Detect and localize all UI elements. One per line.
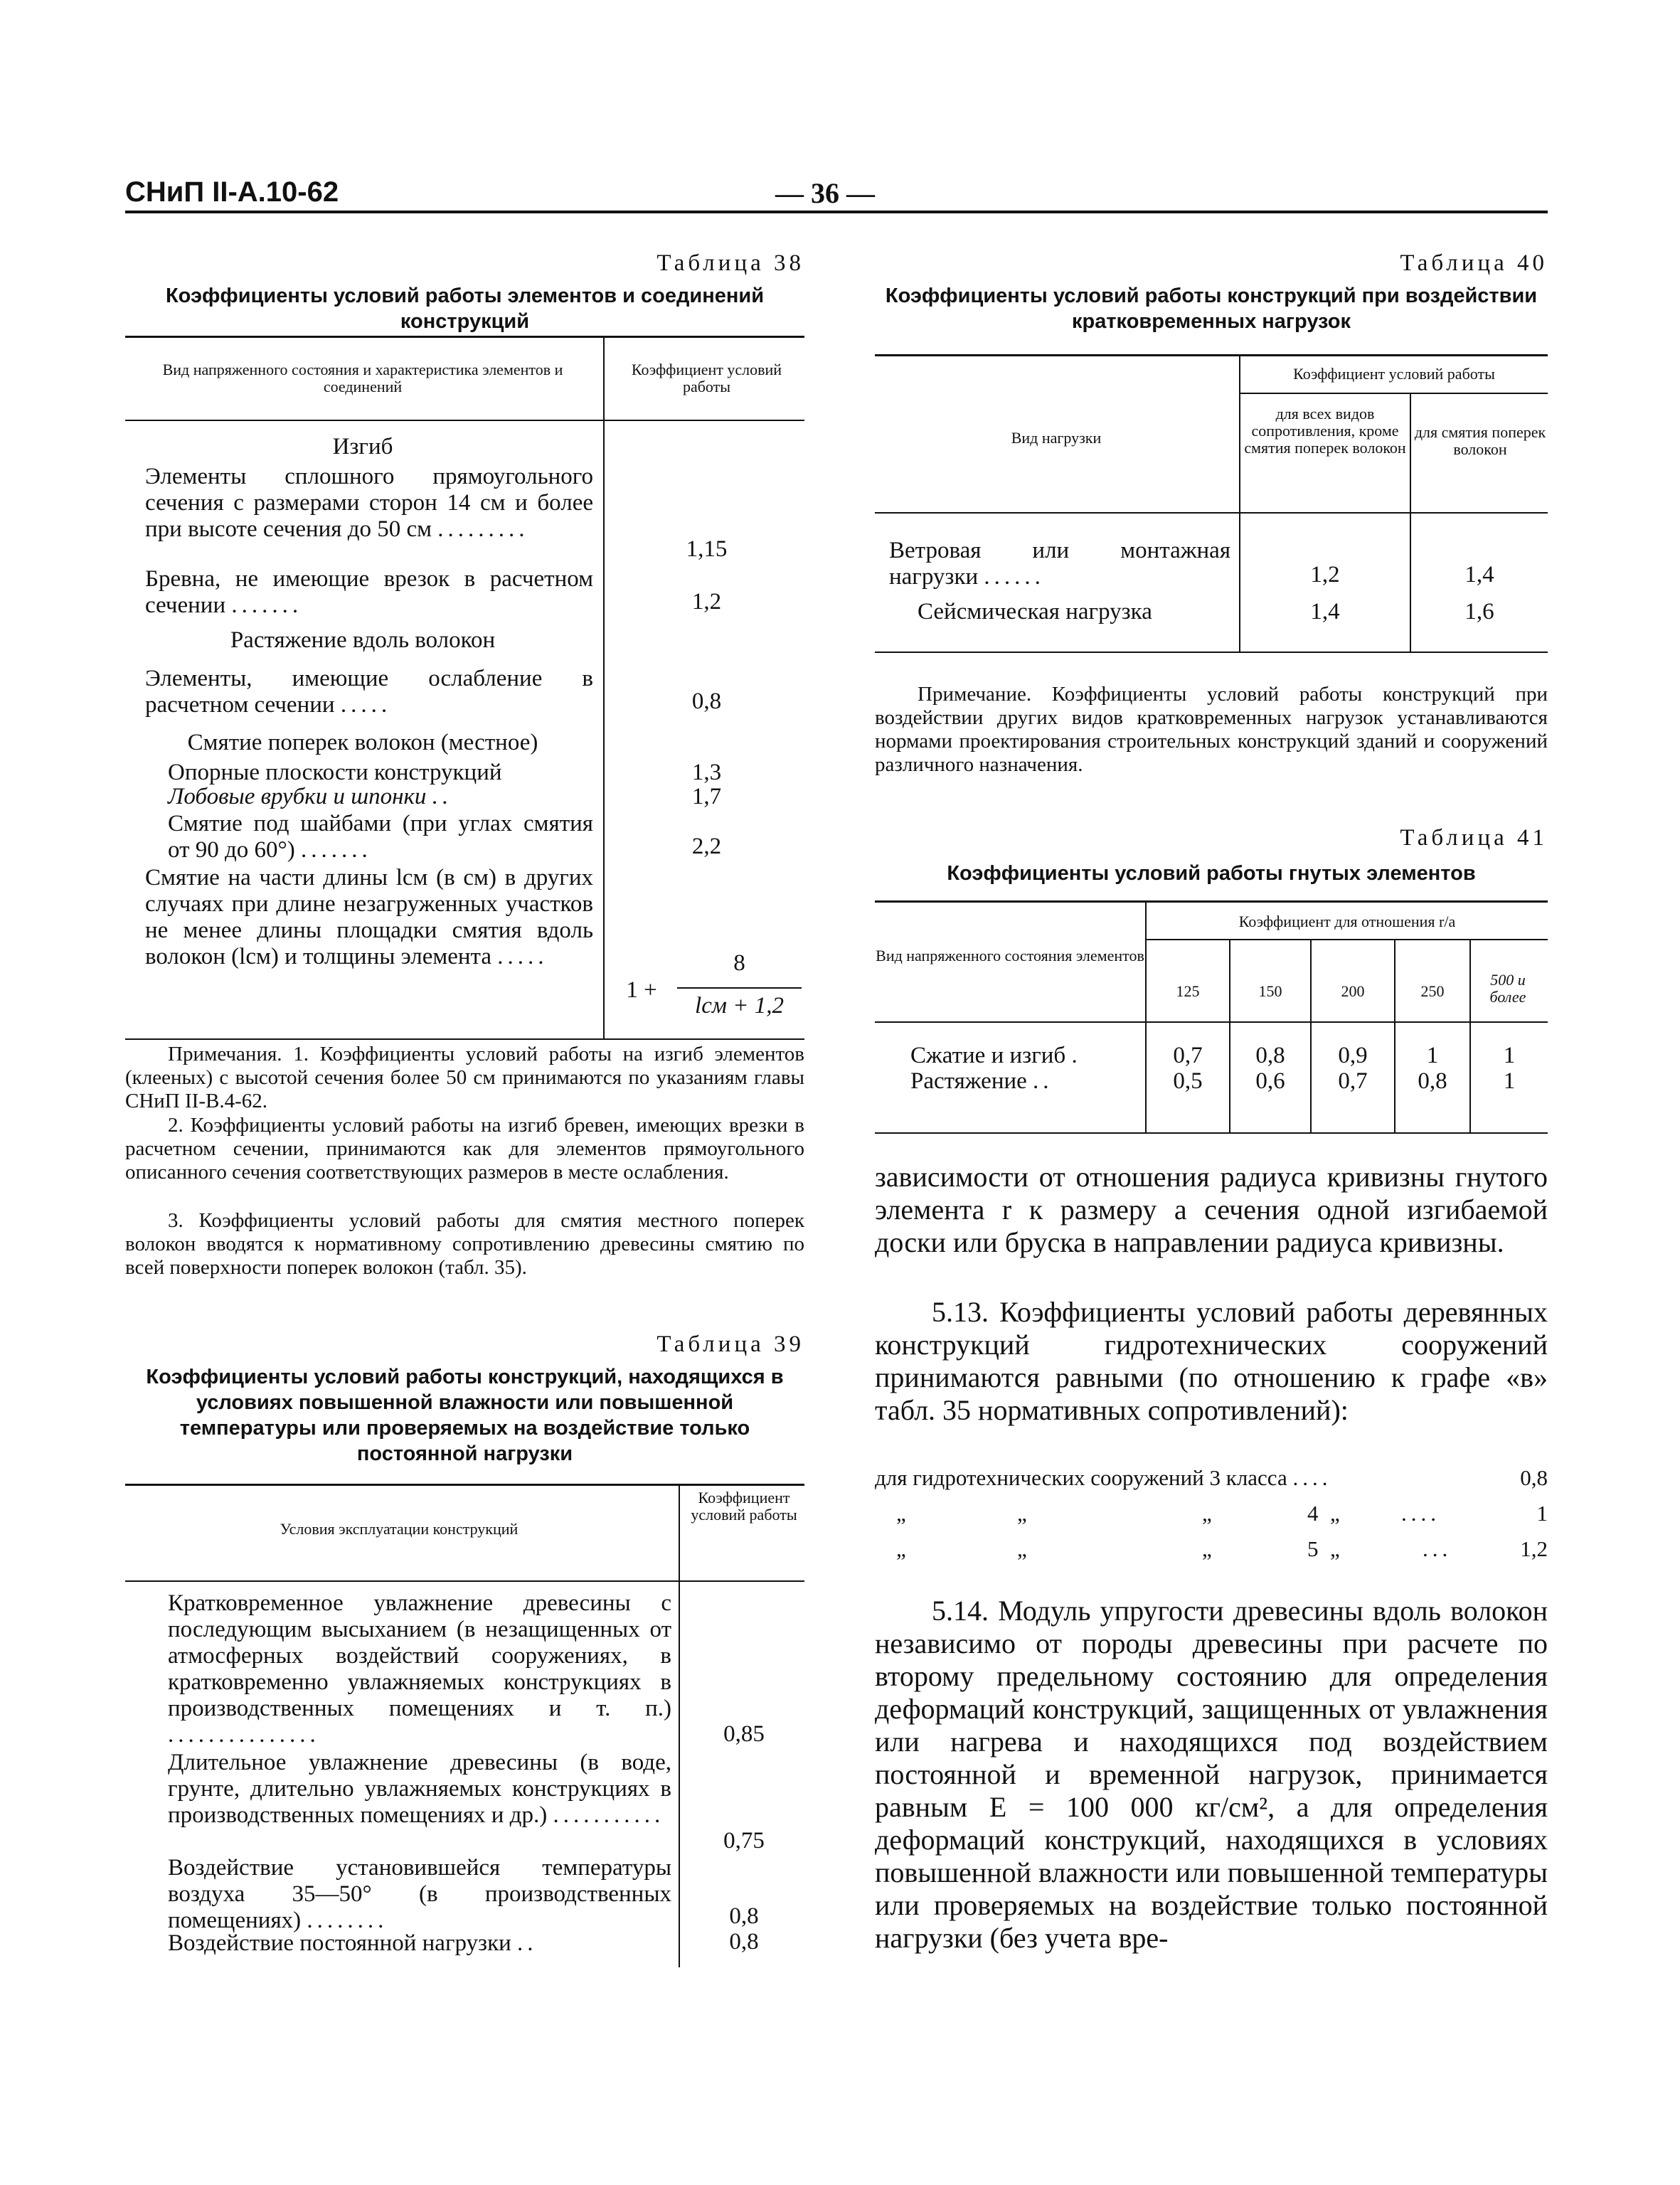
table-39: [125, 1484, 804, 1967]
ditto-mark: „: [1202, 1501, 1212, 1526]
ditto-mark: „: [1017, 1501, 1027, 1526]
table-41-group-header: Коэффициент для отношения r/a: [1238, 913, 1456, 930]
table-38-title: Коэффициенты условий работы элементов и соединений конструкций: [165, 285, 765, 333]
list-value: 1,2: [1520, 1536, 1548, 1561]
row-text: Элементы, имеющие ослабление в расчетном сечении .....: [145, 666, 593, 718]
row-value: 1: [1503, 1068, 1516, 1094]
table-39-title: Коэффициенты условий работы конструкций, находящихся в условиях повышенной влажности или повышенной температуры или проверяемых на воздействие только постоянной нагрузки: [146, 1366, 784, 1465]
table-38-note-2: 2. Коэффициенты условий работы на изгиб бревен, имеющих врезки в расчетном сечении, принимаются как для элементов прямоугольного описанного сечения соответствующих размеров в месте ослабления.: [125, 1114, 804, 1184]
row-value: 0,7: [1338, 1068, 1368, 1094]
ditto-mark: „: [896, 1536, 906, 1561]
row-text: Воздействие постоянной нагрузки ..: [168, 1930, 538, 1956]
row-text: Опорные плоскости конструкций: [168, 760, 502, 785]
table-38-col2-header: Коэффициент условий работы: [631, 361, 782, 395]
row-value: 1,2: [1310, 562, 1340, 588]
table-38: [125, 336, 804, 1038]
row-value: 0,8: [1418, 1068, 1447, 1094]
table-41-label: Таблица 41: [1400, 825, 1548, 851]
row-text: Бревна, не имеющие врезок в расчетном сечении .......: [145, 566, 593, 618]
header-rule: [125, 211, 1548, 213]
table-41-col-header: 250: [1420, 982, 1445, 1000]
table-41-col-header: 150: [1258, 982, 1282, 1000]
row-value: 1,2: [691, 589, 722, 615]
row-value: 2,2: [691, 834, 722, 859]
row-value: 0,7: [1173, 1043, 1203, 1068]
list-item: 4: [1307, 1501, 1319, 1526]
page-number: — 36 —: [775, 177, 875, 209]
table-39-label: Таблица 39: [656, 1331, 804, 1357]
row-text: Длительное увлажнение древесины (в воде, грунте, длительно увлажняемых конструкциях в производственных помещениях и др.) ...........: [168, 1750, 671, 1828]
row-text: Смятие под шайбами (при углах смятия от 90 до 60°) .......: [168, 811, 593, 863]
row-value: 0,75: [723, 1828, 765, 1854]
table-40-title: Коэффициенты условий работы конструкций при воздействии кратковременных нагрузок: [885, 285, 1538, 333]
row-value: 1: [1503, 1043, 1516, 1068]
list-value: 1: [1536, 1501, 1548, 1526]
list-item: для гидротехнических сооружений 3 класса ....: [875, 1465, 1332, 1490]
row-text: Сейсмическая нагрузка: [918, 599, 1152, 624]
row-text: Растяжение ..: [910, 1068, 1053, 1094]
row-value: 0,6: [1255, 1068, 1285, 1094]
section-crushing: Смятие поперек волокон (местное): [187, 730, 538, 755]
row-value: 1: [1426, 1043, 1439, 1068]
table-41-col-header: 500 и более: [1489, 971, 1526, 1006]
table-38-note-3: 3. Коэффициенты условий работы для смятия местного поперек волокон вводятся к нормативному сопротивлению древесины смятию по всей поверхности поперек волокон (табл. 35).: [125, 1209, 804, 1279]
table-39-col2-header: Коэффициент условий работы: [691, 1489, 797, 1524]
ditto-mark: „: [1330, 1536, 1340, 1561]
table-40: [875, 354, 1548, 653]
table-40-col1-header: Вид нагрузки: [1011, 429, 1102, 447]
leader-dots: ....: [1401, 1501, 1440, 1526]
formula: [609, 950, 804, 1028]
formula-numerator: 8: [733, 950, 745, 976]
ditto-mark: „: [1017, 1536, 1027, 1561]
table-40-label: Таблица 40: [1400, 250, 1548, 276]
paragraph-curvature: зависимости от отношения радиуса кривизны гнутого элемента r к размеру a сечения одной изгибаемой доски или бруска в направлении радиуса кривизны.: [875, 1161, 1548, 1258]
table-39-col1-header: Условия эксплуатации конструкций: [280, 1520, 519, 1538]
section-bending: Изгиб: [332, 434, 393, 459]
row-text: Ветровая или монтажная нагрузки ......: [889, 538, 1230, 590]
row-value: 1,7: [691, 784, 722, 809]
fraction-bar: [677, 987, 802, 989]
row-value: 0,8: [691, 689, 722, 714]
row-value: 0,8: [729, 1929, 759, 1955]
table-41-col-header: 200: [1341, 982, 1365, 1000]
row-text: Элементы сплошного прямоугольного сечения с размерами сторон 14 см и более при высоте сечения до 50 см .........: [145, 464, 593, 542]
paragraph-5-14: 5.14. Модуль упругости древесины вдоль волокон независимо от породы древесины при расчете по второму предельному состоянию для определения деформаций конструкций, защищенных от увлажнения или нагрева и находящихся под воздействием постоянной и временной нагрузок, принимается равным E = 100 000 кг/см², а для определения деформаций конструкций, находящихся в условиях повышенной влажности или повышенной температуры или проверяемых на воздействие только постоянной нагрузки (без учета вре-: [875, 1595, 1548, 1954]
table-38-note-1: Примечания. 1. Коэффициенты условий работы на изгиб элементов (клееных) с высотой сечения более 50 см принимаются по указаниям главы СНиП II-В.4-62.: [125, 1043, 804, 1112]
table-38-col1-header: Вид напряженного состояния и характеристика элементов и соединений: [162, 361, 563, 395]
section-tension: Растяжение вдоль волокон: [230, 627, 496, 653]
row-value: 1,15: [686, 536, 728, 562]
table-40-sub2-header: для смятия поперек волокон: [1414, 423, 1546, 458]
row-text: Кратковременное увлажнение древесины с последующим высыханием (в незащищенных от атмосферных воздействий сооружениях, в кратковременно увлажняемых конструкциях в производственных помещениях и т. п.) ...............: [168, 1590, 671, 1748]
ditto-mark: „: [896, 1501, 906, 1526]
row-value: 0,85: [723, 1721, 765, 1747]
row-text: Лобовые врубки и шпонки ..: [168, 784, 453, 809]
ditto-mark: „: [1202, 1536, 1212, 1561]
formula-denominator: lсм + 1,2: [695, 993, 784, 1019]
table-41-col1-header: Вид напряженного состояния элементов: [876, 947, 1144, 964]
row-value: 1,6: [1464, 599, 1494, 624]
row-value: 0,8: [729, 1903, 759, 1929]
row-text: Смятие на части длины lсм (в см) в других случаях при длине незагруженных участков не менее длины площадки смятия вдоль волокон (lсм) и толщины элемента .....: [145, 865, 593, 969]
document-code: СНиП II-А.10-62: [125, 176, 339, 208]
table-40-sub1-header: для всех видов сопротивления, кроме смятия поперек волокон: [1244, 405, 1406, 457]
table-38-label: Таблица 38: [656, 250, 804, 276]
row-value: 1,4: [1464, 562, 1494, 588]
row-value: 0,5: [1173, 1068, 1203, 1094]
list-item: 5: [1307, 1536, 1319, 1561]
table-41: [875, 900, 1548, 1134]
list-value: 0,8: [1520, 1465, 1548, 1490]
table-41-title: Коэффициенты условий работы гнутых элементов: [947, 862, 1476, 885]
row-value: 0,8: [1255, 1043, 1285, 1068]
leader-dots: ...: [1423, 1536, 1452, 1561]
row-value: 0,9: [1338, 1043, 1368, 1068]
ditto-mark: „: [1330, 1501, 1340, 1526]
formula-prefix: 1 +: [626, 977, 657, 1003]
table-40-group-header: Коэффициент условий работы: [1293, 365, 1495, 383]
table-41-col-header: 125: [1176, 982, 1200, 1000]
hydro-class-list: [875, 1465, 1548, 1579]
row-value: 1,4: [1310, 599, 1340, 624]
table-40-note: Примечание. Коэффициенты условий работы конструкций при воздействии других видов кратковременных нагрузок устанавливаются нормами проектирования строительных конструкций зданий и сооружений различного назначения.: [875, 683, 1548, 776]
row-text: Воздействие установившейся температуры воздуха 35—50° (в производственных помещениях) ........: [168, 1855, 671, 1933]
row-text: Сжатие и изгиб .: [910, 1043, 1082, 1068]
paragraph-5-13: 5.13. Коэффициенты условий работы деревянных конструкций гидротехнических сооружений принимаются равными (по отношению к графе «в» табл. 35 нормативных сопротивлений):: [875, 1296, 1548, 1426]
row-value: 1,3: [691, 760, 722, 785]
